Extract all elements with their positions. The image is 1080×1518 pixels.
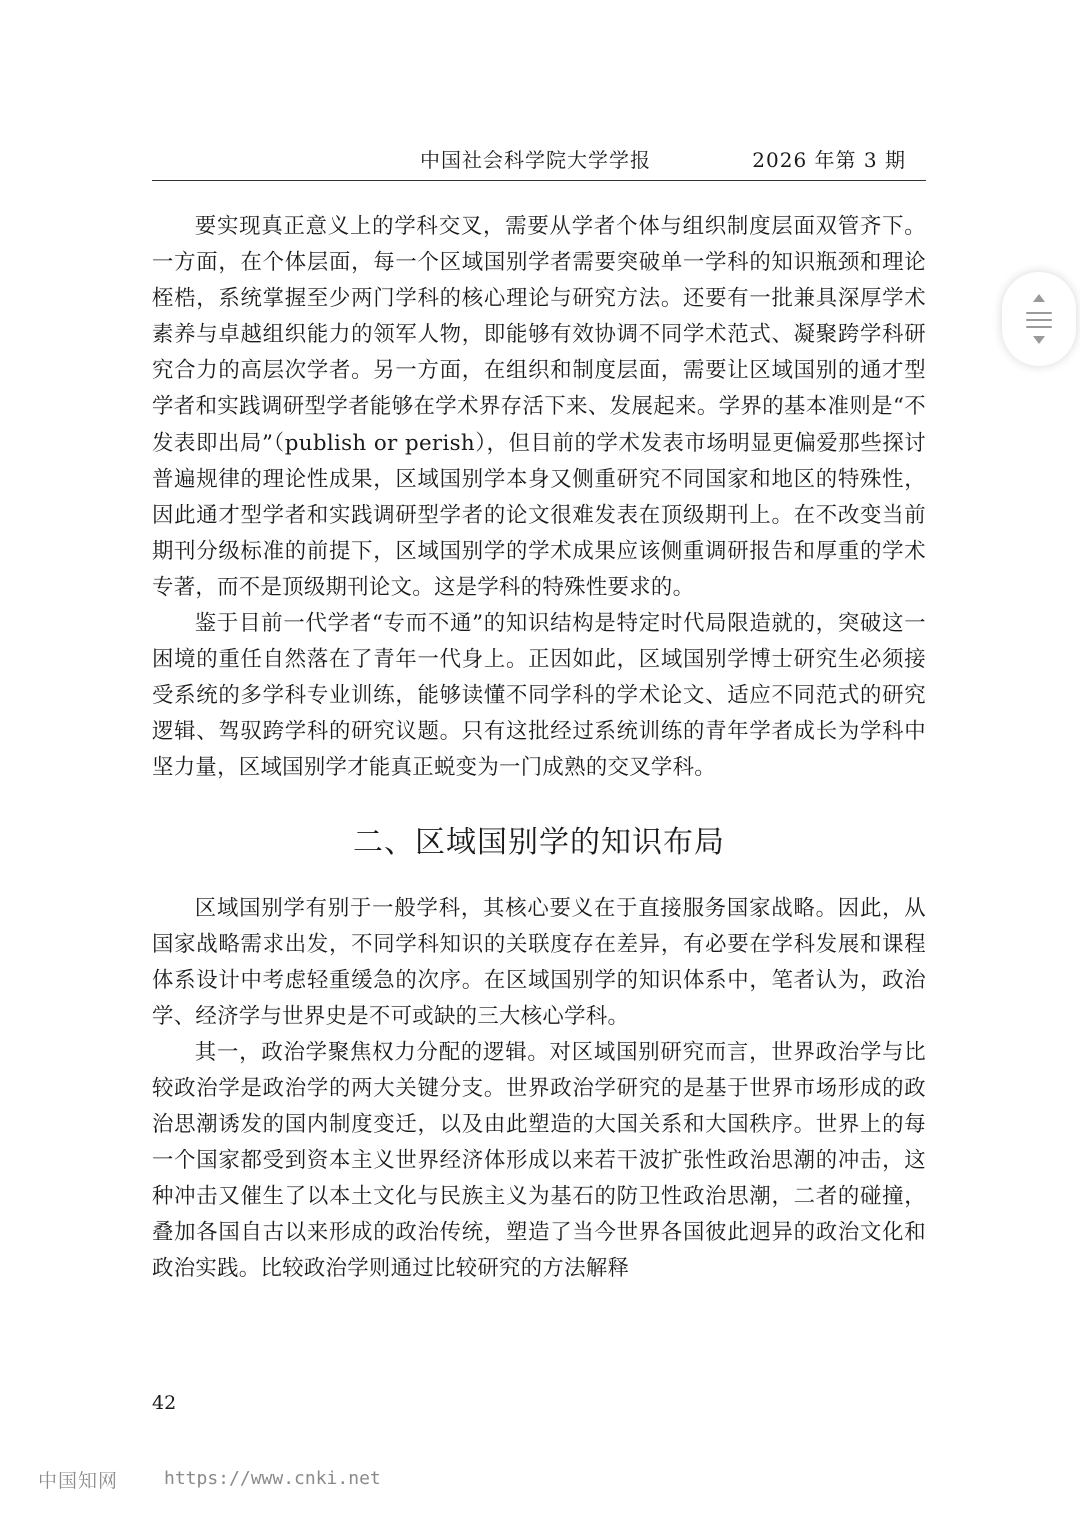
scroll-up-icon[interactable]	[1033, 294, 1045, 302]
issue-label: 2026 年第 3 期	[752, 148, 906, 172]
menu-line-icon	[1026, 319, 1052, 321]
journal-title: 中国社会科学院大学学报	[420, 148, 651, 172]
running-header	[152, 140, 926, 181]
watermark-url: https://www.cnki.net	[164, 1468, 381, 1489]
section-heading: 二、区域国别学的知识布局	[353, 824, 725, 860]
menu-line-icon	[1026, 326, 1052, 328]
watermark-site-name: 中国知网	[38, 1470, 119, 1492]
scroll-control[interactable]	[1002, 272, 1076, 366]
paragraph: 区域国别学有别于一般学科，其核心要义在于直接服务国家战略。因此，从国家战略需求出发，不同学科知识的关联度存在差异，有必要在学科发展和课程体系设计中考虑轻重缓急的次序。在区域国别学的知识体系中，笔者认为，政治学、经济学与世界史是不可或缺的三大核心学科。	[152, 895, 926, 1029]
menu-line-icon	[1026, 312, 1052, 314]
scroll-down-icon[interactable]	[1033, 336, 1045, 344]
paragraph: 鉴于目前一代学者“专而不通”的知识结构是特定时代局限造就的，突破这一困境的重任自然落在了青年一代身上。正因如此，区域国别学博士研究生必须接受系统的多学科专业训练，能够读懂不同学科的学术论文、适应不同范式的研究逻辑、驾驭跨学科的研究议题。只有这批经过系统训练的青年学者成长为学科中坚力量，区域国别学才能真正蜕变为一门成熟的交叉学科。	[152, 611, 926, 781]
paragraph: 其一，政治学聚焦权力分配的逻辑。对区域国别研究而言，世界政治学与比较政治学是政治学的两大关键分支。世界政治学研究的是基于世界市场形成的政治思潮诱发的国内制度变迁，以及由此塑造的大国关系和大国秩序。世界上的每一个国家都受到资本主义世界经济体形成以来若干波扩张性政治思潮的冲击，这种冲击又催生了以本土文化与民族主义为基石的防卫性政治思潮，二者的碰撞，叠加各国自古以来形成的政治传统，塑造了当今世界各国彼此迥异的政治文化和政治实践。比较政治学则通过比较研究的方法解释	[152, 1039, 926, 1282]
page-number: 42	[152, 1392, 177, 1414]
paragraph: 要实现真正意义上的学科交叉，需要从学者个体与组织制度层面双管齐下。一方面，在个体层面，每一个区域国别学者需要突破单一学科的知识瓶颈和理论桎梏，系统掌握至少两门学科的核心理论与研究方法。还要有一批兼具深厚学术素养与卓越组织能力的领军人物，即能够有效协调不同学术范式、凝聚跨学科研究合力的高层次学者。另一方面，在组织和制度层面，需要让区域国别的通才型学者和实践调研型学者能够在学术界存活下来、发展起来。学界的基本准则是“不发表即出局”（publish or perish），但目前的学术发表市场明显更偏爱那些探讨普遍规律的理论性成果，区域国别学本身又侧重研究不同国家和地区的特殊性，因此通才型学者和实践调研型学者的论文很难发表在顶级期刊上。在不改变当前期刊分级标准的前提下，区域国别学的学术成果应该侧重调研报告和厚重的学术专著，而不是顶级期刊论文。这是学科的特殊性要求的。	[152, 214, 926, 600]
article-body	[152, 209, 926, 1288]
